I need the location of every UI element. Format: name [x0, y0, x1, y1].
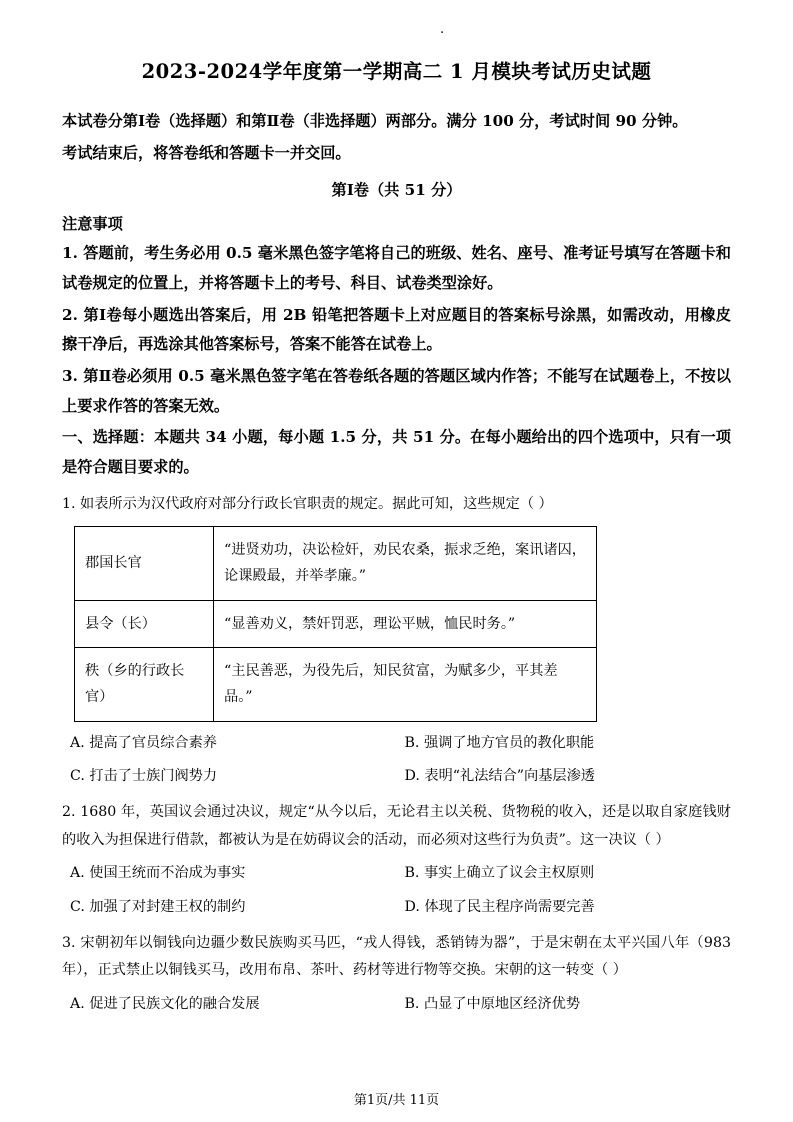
table-cell-role: 秩（乡的行政长官） — [75, 648, 214, 722]
option-d[interactable]: D. 表明“礼法结合”向基层渗透 — [404, 768, 595, 785]
table-cell-duty: “进贤劝功，决讼检奸，劝民农桑，振求乏绝，案讯诸囚，论课殿最，并举孝廉。” — [214, 527, 597, 601]
table-row — [75, 648, 597, 722]
option-a[interactable]: A. 提高了官员综合素养 — [70, 734, 217, 751]
notice-item-1: 1. 答题前，考生务必用 0.5 毫米黑色签字笔将自己的班级、姓名、座号、准考证号填写在答题卡和试卷规定的位置上，并将答题卡上的考号、科目、试卷类型涂好。 — [62, 244, 731, 293]
option-a[interactable]: A. 促进了民族文化的融合发展 — [70, 996, 260, 1013]
notice-title: 注意事项 — [62, 214, 123, 233]
question-3-stem: 3. 宋朝初年以铜钱向边疆少数民族购买马匹，“戎人得钱，悉销铸为器”，于是宋朝在太平兴国八年（983 年），正式禁止以铜钱买马，改用布帛、茶叶、药材等进行物等交换。宋朝的这一转变（ ） — [62, 934, 731, 979]
question-2-options-row-2 — [62, 894, 731, 922]
page-corner-mark: . — [440, 22, 445, 37]
part-one-header: 一、选择题：本题共 34 小题，每小题 1.5 分，共 51 分。在每小题给出的四个选项中，只有一项是符合题目要求的。 — [62, 428, 731, 476]
intro-line-2: 考试结束后，将答卷纸和答题卡一并交回。 — [62, 143, 351, 162]
question-1-options-row-1 — [62, 730, 731, 758]
option-a[interactable]: A. 使国王统而不治成为事实 — [70, 865, 246, 882]
option-b[interactable]: B. 强调了地方官员的教化职能 — [404, 734, 595, 751]
option-b[interactable]: B. 凸显了中原地区经济优势 — [404, 996, 581, 1013]
notice-item-2: 2. 第Ⅰ卷每小题选出答案后，用 2B 铅笔把答题卡上对应题目的答案标号涂黑，如需改动，用橡皮擦干净后，再选涂其他答案标号，答案不能答在试卷上。 — [62, 305, 731, 354]
table-cell-role: 郡国长官 — [75, 527, 214, 601]
table-row — [75, 527, 597, 601]
question-2-stem: 2. 1680 年，英国议会通过决议，规定“从今以后，无论君主以关税、货物税的收入，还是以取自家庭钱财的收入为担保进行借款，都被认为是在妨碍议会的活动，而必须对这些行为负责”。这一决议（ ） — [62, 803, 731, 848]
notice-item-3: 3. 第Ⅱ卷必须用 0.5 毫米黑色签字笔在答卷纸各题的答题区域内作答；不能写在试题卷上，不按以上要求作答的答案无效。 — [62, 366, 731, 415]
table-cell-role: 县令（长） — [75, 600, 214, 647]
table-cell-duty: “显善劝义，禁奸罚恶，理讼平贼，恤民时务。” — [214, 600, 597, 647]
option-c[interactable]: C. 加强了对封建王权的制约 — [70, 898, 246, 915]
page-footer: 第1页/共 11页 — [353, 1093, 440, 1108]
option-d[interactable]: D. 体现了民主程序尚需要完善 — [404, 898, 595, 915]
question-1-options-row-2 — [62, 763, 731, 791]
option-c[interactable]: C. 打击了士族门阀势力 — [70, 768, 218, 785]
question-3-options-row-1 — [62, 991, 731, 1019]
question-1-table — [74, 526, 597, 721]
question-2-options-row-1 — [62, 860, 731, 888]
option-b[interactable]: B. 事实上确立了议会主权原则 — [404, 865, 595, 882]
table-row — [75, 600, 597, 647]
table-cell-duty: “主民善恶，为役先后，知民贫富，为赋多少，平其差品。” — [214, 648, 597, 722]
page-title: 2023-2024学年度第一学期高二 1 月模块考试历史试题 — [141, 60, 652, 83]
question-1-stem: 1. 如表所示为汉代政府对部分行政长官职责的规定。据此可知，这些规定（ ） — [62, 495, 553, 512]
intro-line-1: 本试卷分第Ⅰ卷（选择题）和第Ⅱ卷（非选择题）两部分。满分 100 分，考试时间 90 分钟。 — [62, 112, 688, 131]
section-header: 第Ⅰ卷（共 51 分） — [331, 180, 462, 199]
